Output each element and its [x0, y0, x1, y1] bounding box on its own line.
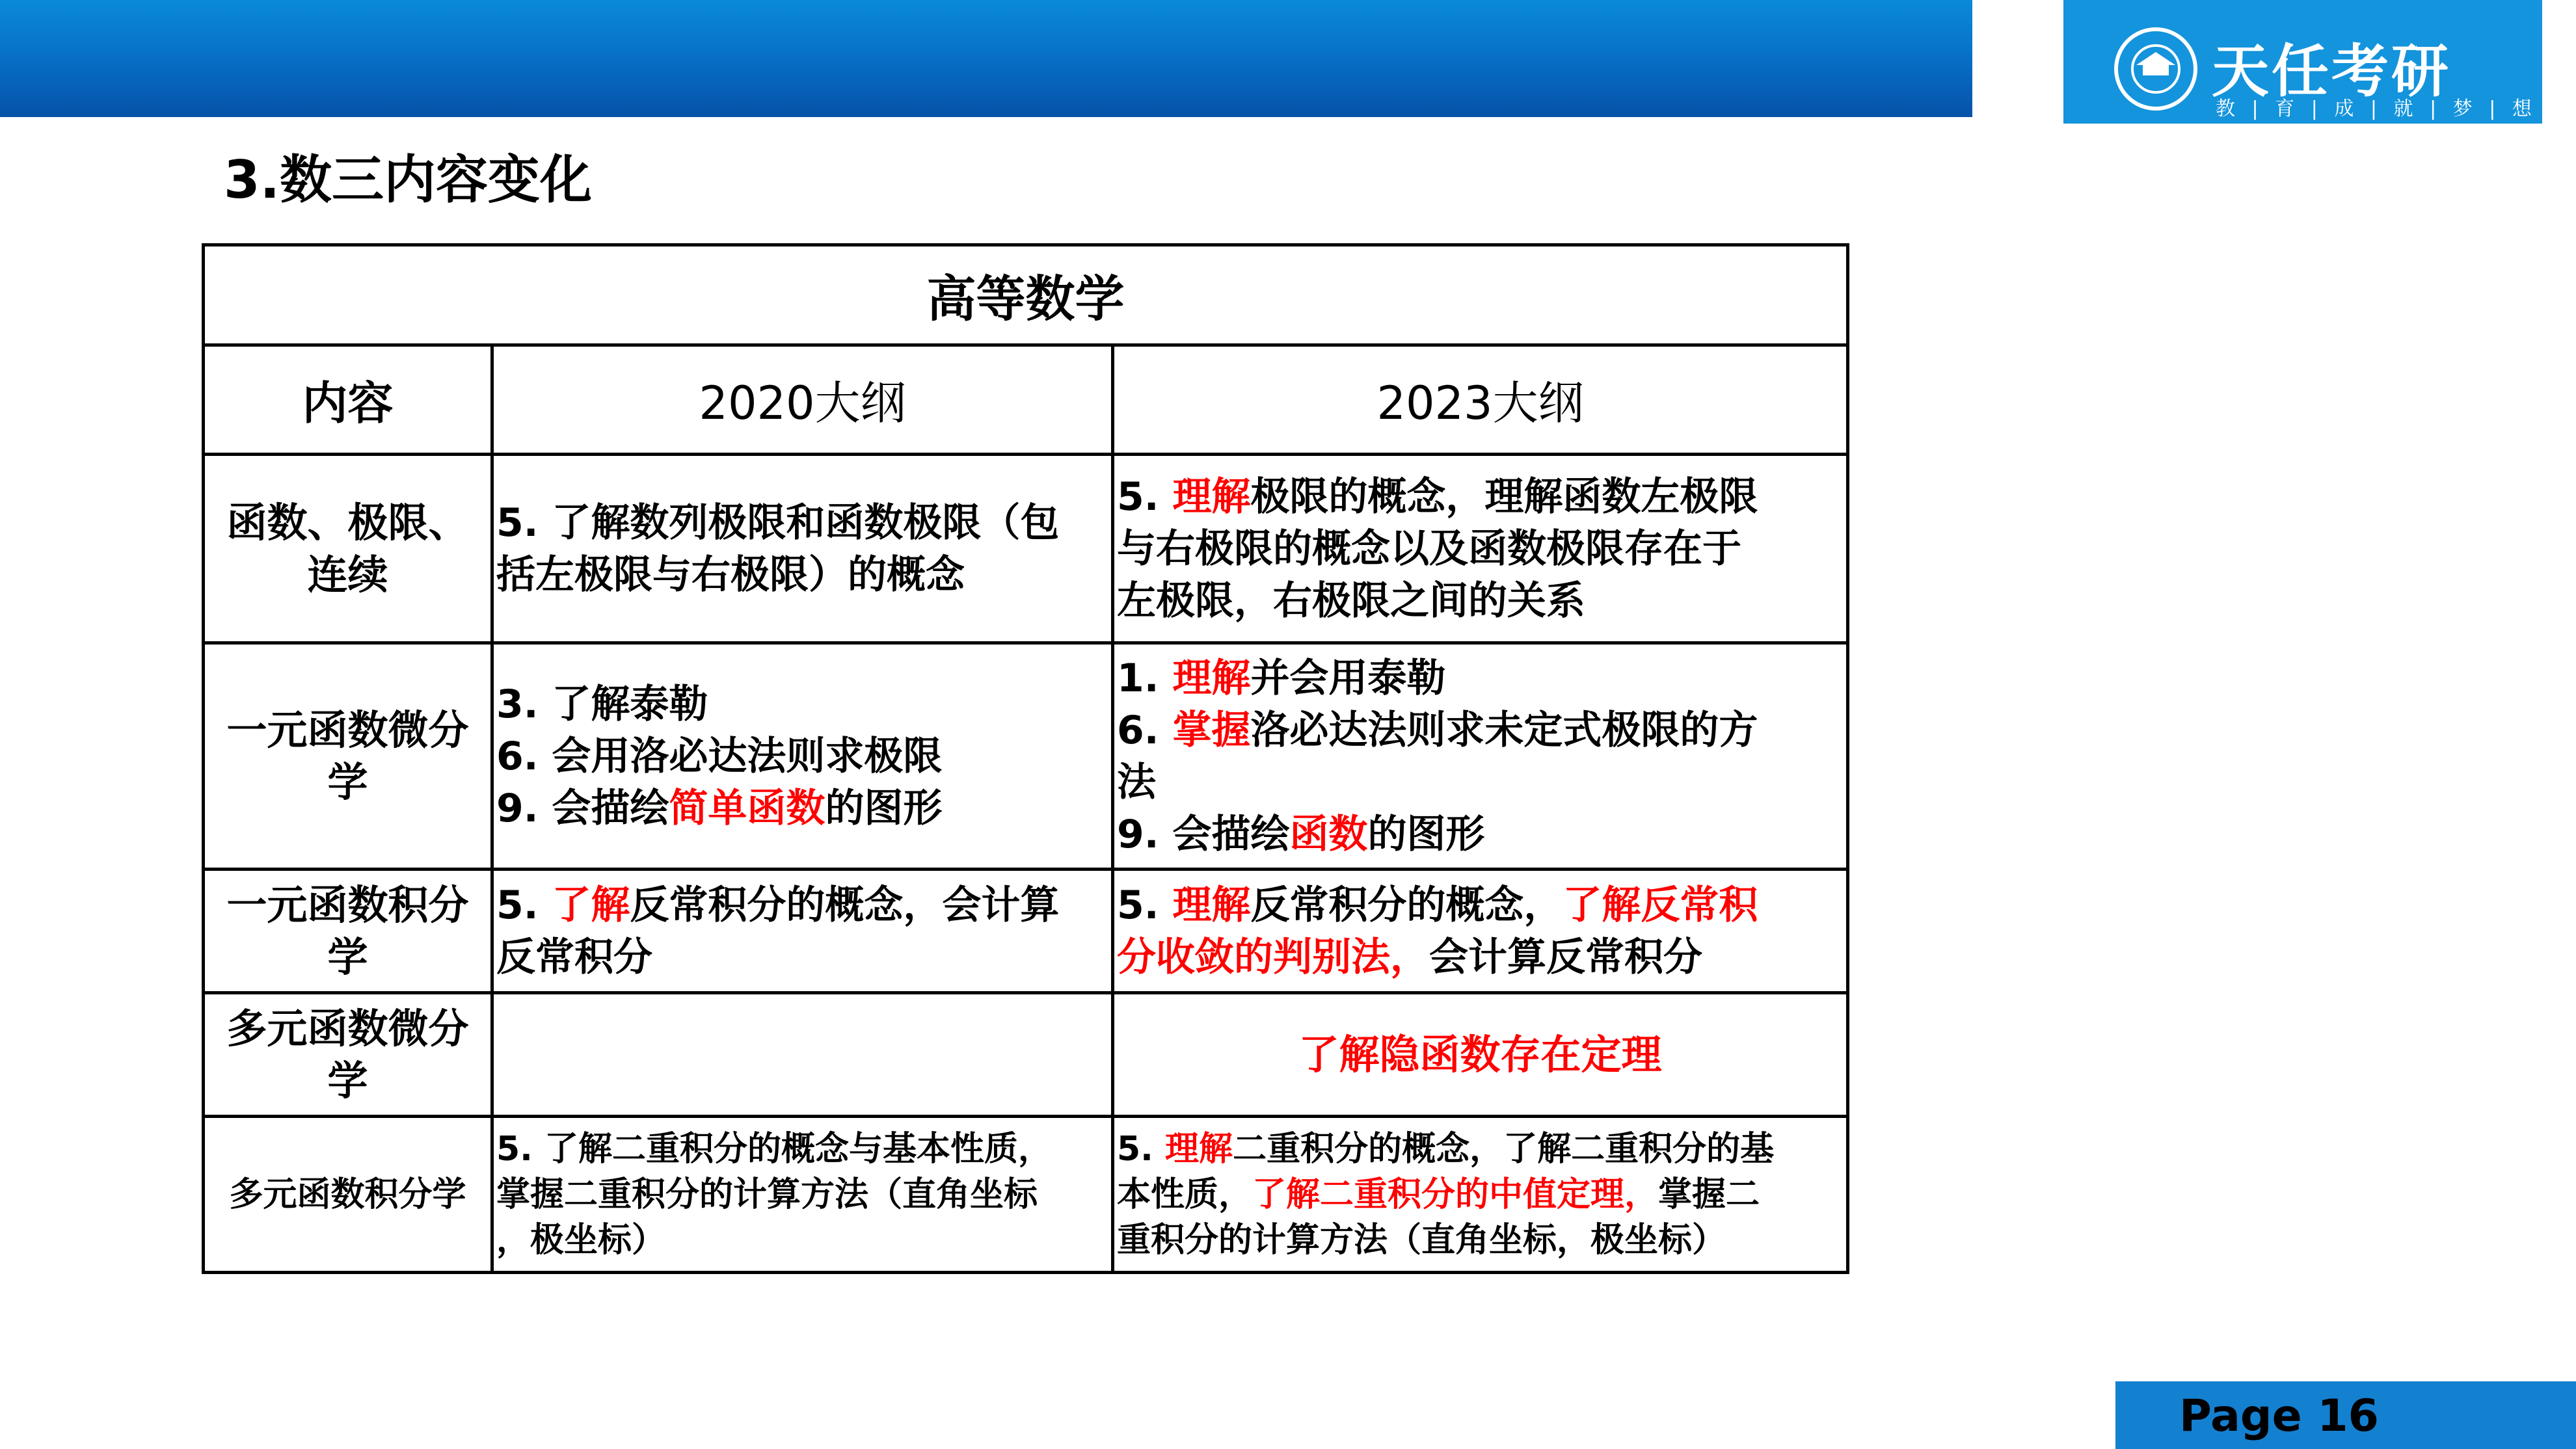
row-category: 函数、极限、 连续	[204, 455, 492, 643]
brand-name: 天任考研	[2212, 38, 2452, 105]
new-syllabus-cell: 1. 理解并会用泰勒 6. 掌握洛必达法则求未定式极限的方 法 9. 会描绘函数的图形	[1113, 643, 1848, 870]
page-number: Page 16	[2179, 1390, 2379, 1442]
old-syllabus-cell	[492, 993, 1113, 1117]
row-category: 多元函数积分学	[204, 1117, 492, 1273]
syllabus-comparison-table	[202, 243, 1849, 1274]
row-category: 一元函数积分 学	[204, 870, 492, 993]
table-row	[204, 455, 1848, 643]
old-syllabus-cell: 5. 了解数列极限和函数极限（包 括左极限与右极限）的概念	[492, 455, 1113, 643]
slide-title: 3.数三内容变化	[224, 150, 593, 210]
old-syllabus-cell: 5. 了解二重积分的概念与基本性质， 掌握二重积分的计算方法（直角坐标 ，极坐标）	[492, 1117, 1113, 1273]
page-number-box	[2115, 1381, 2576, 1449]
table-row	[204, 870, 1848, 993]
old-syllabus-cell: 3. 了解泰勒 6. 会用洛必达法则求极限 9. 会描绘简单函数的图形	[492, 643, 1113, 870]
header-bar	[0, 0, 1972, 117]
emblem-icon	[2114, 27, 2197, 111]
new-syllabus-cell: 了解隐函数存在定理	[1113, 993, 1848, 1117]
header-content: 内容	[204, 345, 492, 455]
new-syllabus-cell: 5. 理解二重积分的概念，了解二重积分的基 本性质，了解二重积分的中值定理，掌握二 重积分的计算方法（直角坐标，极坐标）	[1113, 1117, 1848, 1273]
old-syllabus-cell: 5. 了解反常积分的概念，会计算 反常积分	[492, 870, 1113, 993]
table-row	[204, 1117, 1848, 1273]
row-category: 多元函数微分 学	[204, 993, 492, 1117]
brand-logo	[2063, 0, 2542, 124]
header-2020: 2020大纲	[492, 345, 1113, 455]
table-row	[204, 643, 1848, 870]
brand-slogan: 教 | 育 | 成 | 就 | 梦 | 想	[2216, 98, 2537, 120]
row-category: 一元函数微分 学	[204, 643, 492, 870]
header-2023: 2023大纲	[1113, 345, 1848, 455]
table-title: 高等数学	[204, 245, 1848, 345]
table-row	[204, 993, 1848, 1117]
new-syllabus-cell: 5. 理解反常积分的概念，了解反常积 分收敛的判别法，会计算反常积分	[1113, 870, 1848, 993]
new-syllabus-cell: 5. 理解极限的概念，理解函数左极限 与右极限的概念以及函数极限存在于 左极限，右极限之间的关系	[1113, 455, 1848, 643]
